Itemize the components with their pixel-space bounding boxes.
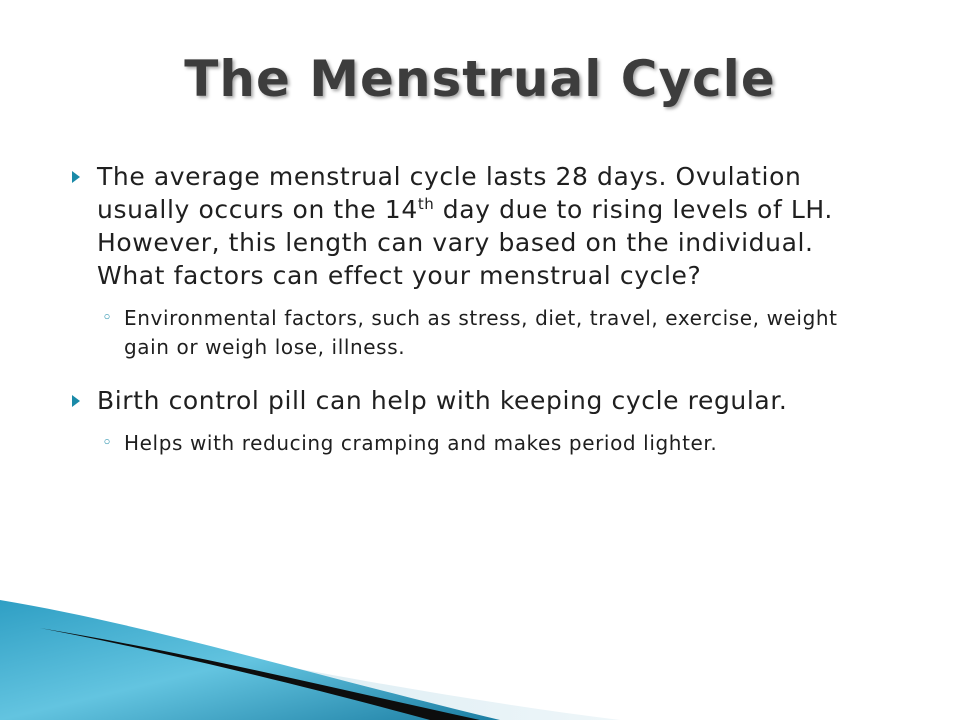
- bullet-item-birth-control: [72, 384, 872, 417]
- circle-bullet-icon: ◦: [102, 308, 113, 328]
- sub-bullet-environmental-factors: [72, 304, 872, 362]
- bullet-text-part: day due to rising levels of LH. However, this length can vary based on the individual. What factors can effect your menstrual cycle?: [97, 195, 833, 290]
- sub-bullet-text: Helps with reducing cramping and makes period lighter.: [124, 431, 718, 455]
- bullet-item-cycle-length: [72, 160, 872, 292]
- superscript-th: th: [417, 195, 435, 213]
- bullet-list: [72, 160, 872, 480]
- bullet-text-part: The average menstrual cycle lasts 28 days. Ovulation usually occurs on the 14: [97, 162, 802, 224]
- slide-title: The Menstrual Cycle: [184, 50, 776, 108]
- sub-bullet-text: Environmental factors, such as stress, diet, travel, exercise, weight gain or weigh lose, illness.: [124, 306, 838, 359]
- circle-bullet-icon: ◦: [102, 433, 113, 453]
- triangle-bullet-icon: [72, 395, 80, 407]
- triangle-bullet-icon: [72, 171, 80, 183]
- bullet-text: Birth control pill can help with keeping cycle regular.: [97, 386, 788, 415]
- sub-bullet-cramping: [72, 429, 872, 458]
